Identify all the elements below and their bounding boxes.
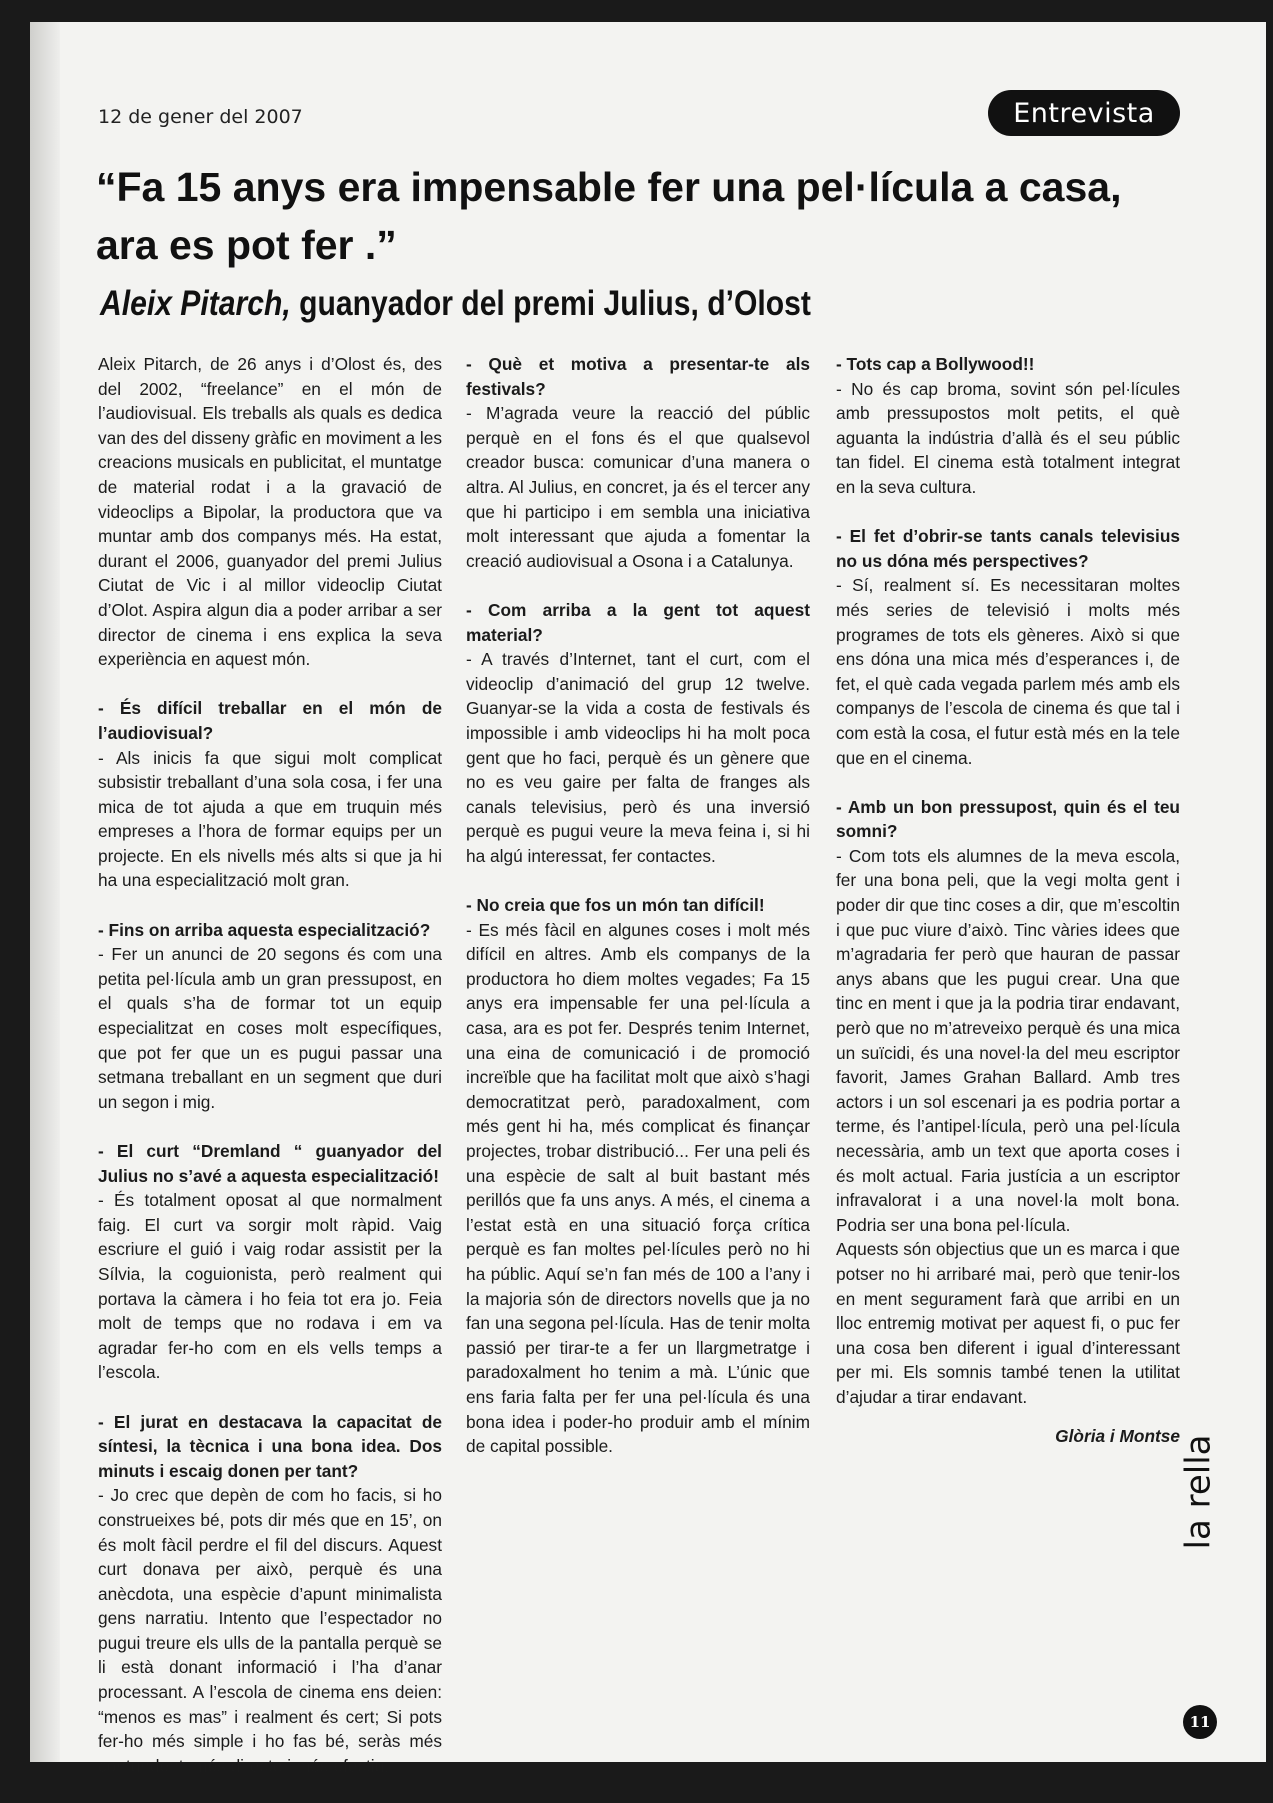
answer-continued: - Jo crec que depèn de com ho facis, si ho construeixes bé, pots dir més que en 15’, on és molt fàcil perdre el fil del discurs. Aquest curt donava per això, perquè és una anècdota, una espècie d’apunt minimalista gens narratiu. Intento que l’espectador no pugui treure els ulls de la pantalla perquè se li està donant informació i l’ha d’anar processant. A l’escola de cinema ens deien: “menos es mas” i realment és cert; Si pots fer-ho més simple i ho fas bé, seràs més contundent, més directe i més efectiu. xyxy=(98,1485,442,1776)
question: - El fet d’obrir-se tants canals televisius no us dóna més perspectives? xyxy=(836,526,1180,571)
question: - El jurat en destacava la capacitat de síntesi, la tècnica i una bona idea. Dos minuts i escaig donen per tant? xyxy=(98,1411,442,1481)
question: - Fins on arriba aquesta especialització? xyxy=(98,919,431,940)
text-column-2 xyxy=(466,352,810,1483)
question: - No creia que fos un món tan difícil! xyxy=(466,895,765,916)
subhead-rest: guanyador del premi Julius, d’Olost xyxy=(290,284,811,323)
question: - Què et motiva a presentar-te als festivals? xyxy=(466,354,810,399)
question: - És difícil treballar en el món de l’audiovisual? xyxy=(98,698,442,743)
text-column-1 xyxy=(98,352,442,1803)
question: - Com arriba a la gent tot aquest material? xyxy=(466,599,810,645)
answer: - Fer un anunci de 20 segons és com una petita pel·lícula amb un gran pressupost, en el quals s’ha de formar tot un equip especialitzat en coses molt específiques, que pot fer que un es pugui passar una setmana treballant en un segment que duri un segon i mig. xyxy=(98,944,442,1112)
question: - Tots cap a Bollywood!! xyxy=(836,354,1035,374)
interviewee-name: Aleix Pitarch, xyxy=(100,284,291,323)
answer: - A través d’Internet, tant el curt, com el videoclip d’animació del grup 12 twelve. Guanyar-se la vida a costa de festivals és impossible i amb videoclips hi ha molt poca gent que ho faci, perquè és un gènere que no es veu gaire per falta de franges als canals televisius, però és una inversió perquè es pugui veure la meva feina i, si hi ha algú interessat, fer contactes. xyxy=(466,649,810,866)
question: - Amb un bon pressupost, quin és el teu somni? xyxy=(836,796,1180,842)
answer: - M’agrada veure la reacció del públic perquè en el fons és el que qualsevol creador busca: comunicar d’una manera o altra. Al Julius, en concret, ja és el tercer any que hi participo i em sembla una iniciativa molt interessant que ajuda a fomentar la creació audiovisual a Osona i a Catalunya. xyxy=(466,403,810,571)
answer: - No és cap broma, sovint són pel·lícules amb pressupostos molt petits, el què aguanta la indústria d’allà és el seu públic tan fidel. El cinema està totalment integrat en la seva cultura. xyxy=(836,378,1180,497)
answer: - És totalment oposat al que normalment faig. El curt va sorgir molt ràpid. Vaig escriure el guió i vaig rodar assistit per la Sílvia, la coguionista, però realment qui portava la càmera i ho feia tot era jo. Feia molt de temps que no rodava i em va agradar fer-ho com en els vells temps a l’escola. xyxy=(98,1190,442,1383)
answer: - Com tots els alumnes de la meva escola, fer una bona peli, que la vegi molta gent i poder dir que tinc coses a dir, que m’escoltin i que puc viure d’això. Tinc vàries idees que m’agradaria fer però que hauran de passar anys abans que les pugui crear. Una que tinc en ment i que ja la podria tirar endavant, però que no m’atreveixo perquè és una mica un suïcidi, és una novel·la del meu escriptor favorit, James Grahan Ballard. Amb tres actors i un sol escenari ja es podria portar a terme, és l’antipel·lícula, però una pel·lícula necessària, amb un text que aporta coses i és molt actual. Faria justícia a un escriptor infravalorat i a una novel·la molt bona. Podria ser una bona pel·lícula. xyxy=(836,845,1180,1235)
author-signature: Glòria i Montse xyxy=(1055,1425,1180,1446)
answer: - Sí, realment sí. Es necessitaran moltes més series de televisió i molts més programes de tots els gèneres. Això si que ens dóna una mica més d’esperances i, de fet, el què cada vegada parlem més amb els companys de l’escola de cinema és que tal i com està la cosa, el futur està més en la tele que en el cinema. xyxy=(836,575,1180,768)
article-subhead xyxy=(100,284,1012,324)
brand-label: la rella xyxy=(1178,1434,1218,1550)
page-number: 11 xyxy=(1183,1705,1217,1739)
issue-date: 12 de gener del 2007 xyxy=(98,106,303,128)
magazine-page xyxy=(30,22,1266,1776)
magazine-brand xyxy=(1178,1422,1218,1562)
page-spine-shadow xyxy=(30,22,60,1762)
section-badge: Entrevista xyxy=(988,90,1180,136)
text-column-3 xyxy=(836,352,1180,1473)
closing-paragraph: Aquests són objectius que un es marca i que potser no hi arribaré mai, però que tenir-los en ment segurament farà que arribi en un lloc entremig motivat per aquest fi, o puc fer una cosa ben diferent i igual d’interessant per mi. Els somnis també tenen la utilitat d’ajudar a tirar endavant. xyxy=(836,1239,1180,1407)
answer-continued: - Es més fàcil en algunes coses i molt més difícil en altres. Amb els companys de la productora ho diem moltes vegades; Fa 15 anys era impensable fer una pel·lícula a casa, ara es pot fer. Després tenim Internet, una eina de comunicació i de promoció increïble que ha facilitat molt que això s’hagi democratitzat però, paradoxalment, com més gent hi ha, més complicat és finançar projectes, trobar distribució... Fer una peli és una espècie de salt al buit bastant més perillós que fa uns anys. A més, el cinema a l’estat està en una situació força crítica perquè es fan moltes pel·lícules però no hi ha públic. Aquí se’n fan més de 100 a l’any i la majoria són de directors novells que ja no fan una segona pel·lícula. Has de tenir molta passió per tirar-te a fer un llargmetratge i paradoxalment ho tenim a mà. L’únic que ens faria falta per fer una pel·lícula és una bona idea i poder-ho produir amb el mínim de capital possible. xyxy=(466,919,810,1457)
article-intro: Aleix Pitarch, de 26 anys i d’Olost és, des del 2002, “freelance” en el món de l’audiovisual. Els treballs als quals es dedica van des del disseny gràfic en moviment a les creacions musicals en publicitat, el muntatge de material rodat i a la gravació de videoclips a Bipolar, la productora que va muntar amb dos companys més. Ha estat, durant el 2006, guanyador del premi Julius Ciutat de Vic i al millor videoclip Ciutat d’Olot. Aspira algun dia a poder arribar a ser director de cinema i ens explica la seva experiència en aquest món. xyxy=(98,354,442,670)
answer: - Als inicis fa que sigui molt complicat subsistir treballant d’una sola cosa, i fer una mica de tot ajuda a que em truquin més empreses a l’hora de formar equips per un projecte. En els nivells més alts si que ja hi ha una especialització molt gran. xyxy=(98,747,442,891)
question: - El curt “Dremland “ guanyador del Julius no s’avé a aquesta especialització! xyxy=(98,1141,442,1186)
article-headline: “Fa 15 anys era impensable fer una pel·lícula a casa, ara es pot fer .” xyxy=(96,164,1122,268)
